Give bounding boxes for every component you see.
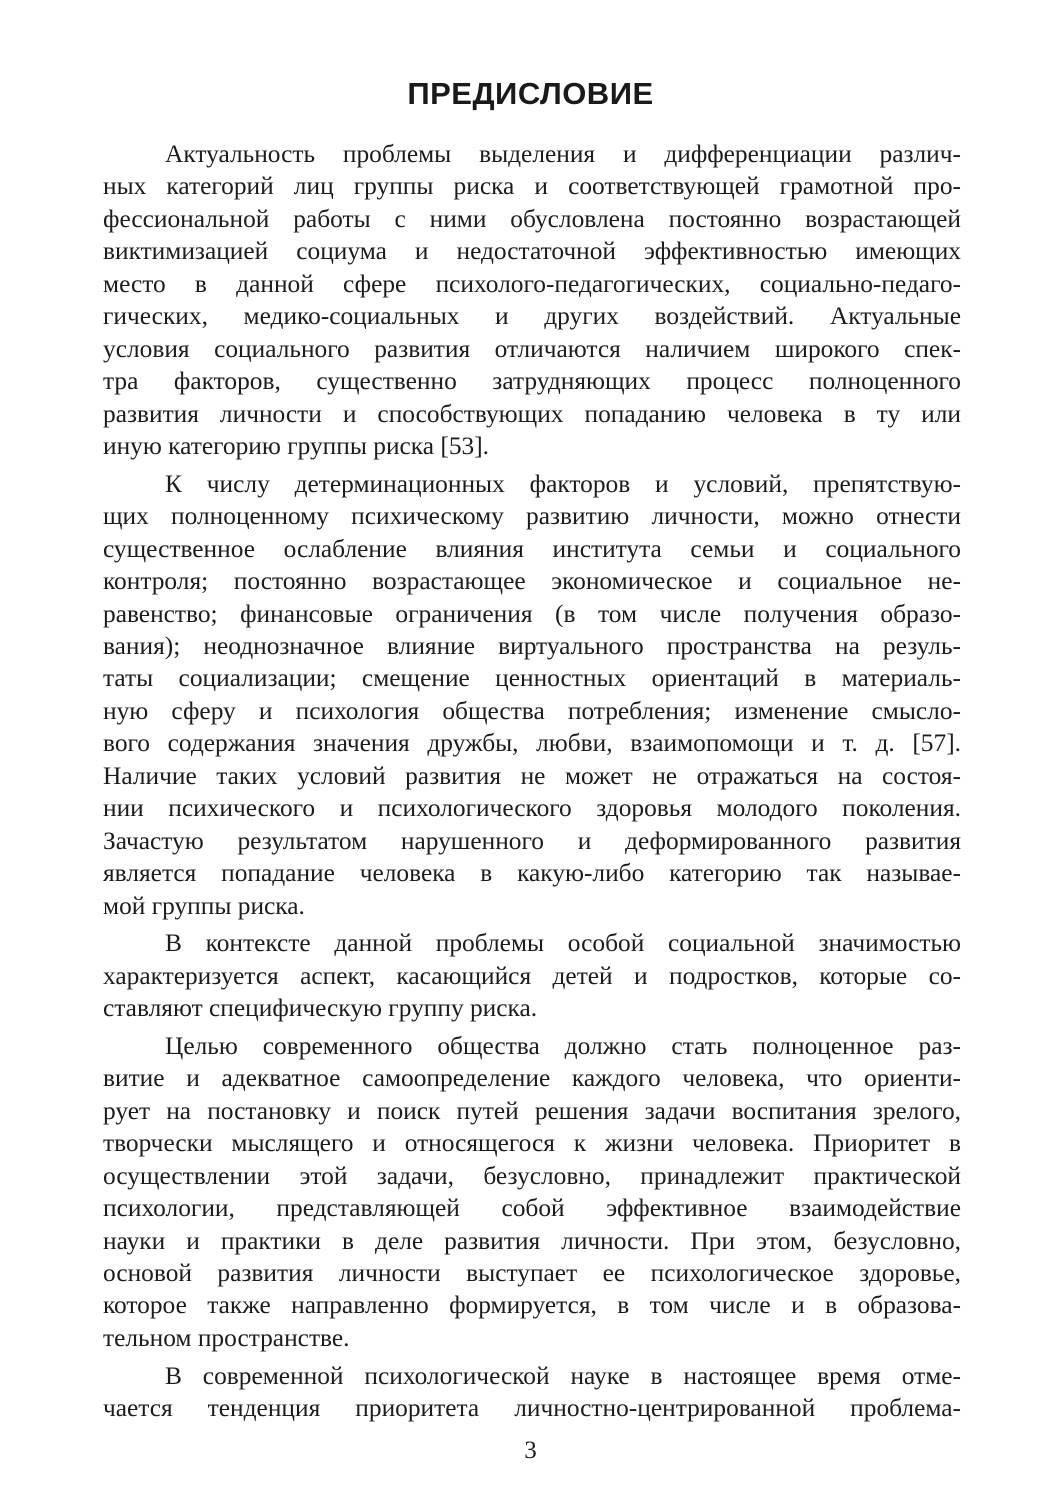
text-line: условия социального развития отличаются наличием широкого спек- xyxy=(103,334,961,363)
text-line: нии психического и психологического здоровья молодого поколения. xyxy=(103,794,961,823)
text-line: развития личности и способствующих попаданию человека в ту или xyxy=(103,399,961,428)
text-line: Актуальность проблемы выделения и дифференциации различ- xyxy=(165,140,961,168)
text-line: щих полноценному психическому развитию личности, можно отнести xyxy=(103,502,961,531)
text-line: чается тенденция приоритета личностно-центрированной проблема- xyxy=(103,1393,961,1422)
text-line: тра факторов, существенно затрудняющих процесс полноценного xyxy=(103,367,961,396)
text-line: вания); неоднозначное влияние виртуального пространства на резуль- xyxy=(103,631,961,660)
text-line: В современной психологической науке в настоящее время отме- xyxy=(165,1361,961,1390)
text-line: психологии, представляющей собой эффективное взаимодействие xyxy=(103,1194,961,1223)
text-line: является попадание человека в какую-либо категорию так называе- xyxy=(103,859,961,888)
body-text xyxy=(103,138,961,1430)
text-line: Целью современного общества должно стать полноценное раз- xyxy=(165,1031,961,1060)
text-line: витие и адекватное самоопределение каждого человека, что ориенти- xyxy=(103,1064,961,1093)
text-line: вого содержания значения дружбы, любви, взаимопомощи и т. д. [57]. xyxy=(103,729,961,758)
text-line: творчески мыслящего и относящегося к жизни человека. Приоритет в xyxy=(103,1129,961,1158)
text-line: гических, медико-социальных и других воздействий. Актуальные xyxy=(103,302,961,331)
text-line: виктимизацией социума и недостаточной эффективностью имеющих xyxy=(103,237,961,266)
text-line: иную категорию группы риска [53]. xyxy=(103,432,490,461)
text-line: В контексте данной проблемы особой социальной значимостью xyxy=(165,929,961,958)
text-line: характеризуется аспект, касающийся детей и подростков, которые со- xyxy=(103,961,961,990)
paragraph xyxy=(103,1360,961,1425)
text-line: ных категорий лиц группы риска и соответствующей грамотной про- xyxy=(103,172,961,201)
paragraph xyxy=(103,468,961,922)
page-number: 3 xyxy=(524,1437,537,1464)
paragraph xyxy=(103,927,961,1024)
text-line: которое также направленно формируется, в том числе и в образова- xyxy=(103,1291,961,1320)
text-line: Зачастую результатом нарушенного и деформированного развития xyxy=(103,826,961,855)
paragraph xyxy=(103,138,961,463)
text-line: ставляют специфическую группу риска. xyxy=(103,994,538,1023)
text-line: таты социализации; смещение ценностных ориентаций в материаль- xyxy=(103,664,961,693)
text-line: Наличие таких условий развития не может не отражаться на состоя- xyxy=(103,761,961,790)
text-line: К числу детерминационных факторов и условий, препятствую- xyxy=(165,469,961,498)
text-line: рует на постановку и поиск путей решения задачи воспитания зрелого, xyxy=(103,1096,961,1125)
text-line: осуществлении этой задачи, безусловно, принадлежит практической xyxy=(103,1161,961,1190)
text-line: равенство; финансовые ограничения (в том числе получения образо- xyxy=(103,599,961,628)
text-line: существенное ослабление влияния института семьи и социального xyxy=(103,534,961,563)
text-line: тельном пространстве. xyxy=(103,1323,350,1352)
text-line: мой группы риска. xyxy=(103,891,305,920)
text-line: ную сферу и психология общества потребления; изменение смысло- xyxy=(103,696,961,725)
text-line: основой развития личности выступает ее психологическое здоровье, xyxy=(103,1258,961,1287)
text-line: контроля; постоянно возрастающее экономическое и социальное не- xyxy=(103,567,961,596)
paragraph xyxy=(103,1030,961,1355)
text-line: место в данной сфере психолого-педагогических, социально-педаго- xyxy=(103,269,961,298)
text-line: науки и практики в деле развития личности. При этом, безусловно, xyxy=(103,1226,961,1255)
page-title: ПРЕДИСЛОВИЕ xyxy=(407,76,654,111)
text-line: фессиональной работы с ними обусловлена постоянно возрастающей xyxy=(103,204,961,233)
